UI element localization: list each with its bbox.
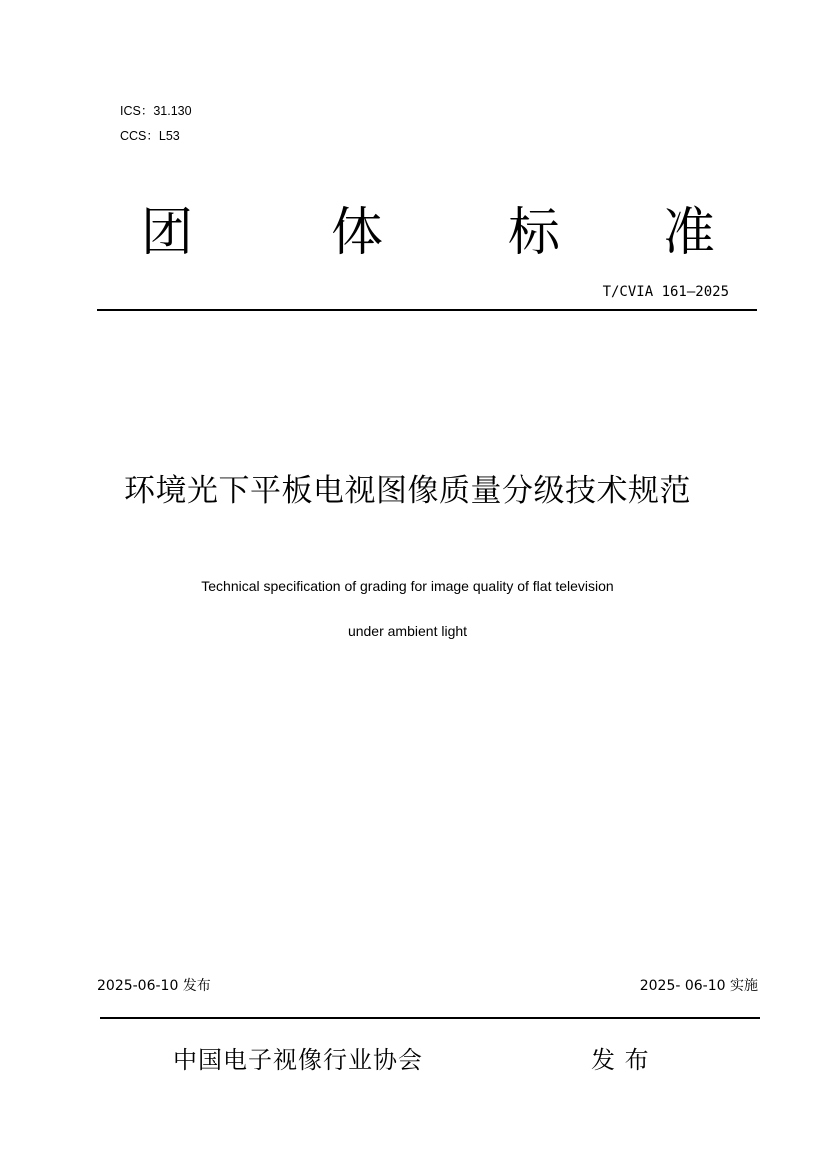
publisher-name: 中国电子视像行业协会 — [173, 1046, 423, 1074]
document-title-zh: 环境光下平板电视图像质量分级技术规范 — [124, 473, 691, 509]
document-title-en-line2: under ambient light — [347, 623, 468, 639]
standard-type-char-3: 标 — [508, 203, 561, 263]
publish-label: 发 布 — [591, 1046, 650, 1074]
footer-divider — [100, 1017, 760, 1019]
standard-type-char-1: 团 — [141, 203, 194, 263]
ccs-code: CCS：L53 — [120, 129, 180, 143]
standard-type-char-4: 准 — [663, 203, 716, 263]
implement-date: 2025- 06-10 实施 — [639, 978, 758, 994]
header-divider — [97, 309, 757, 311]
document-title-en-line1: Technical specification of grading for image quality of flat television — [201, 578, 614, 594]
standard-type-char-2: 体 — [331, 203, 384, 263]
publish-date: 2025-06-10 发布 — [97, 978, 211, 994]
standard-number: T/CVIA 161—2025 — [602, 284, 729, 300]
ics-code: ICS：31.130 — [120, 104, 192, 118]
